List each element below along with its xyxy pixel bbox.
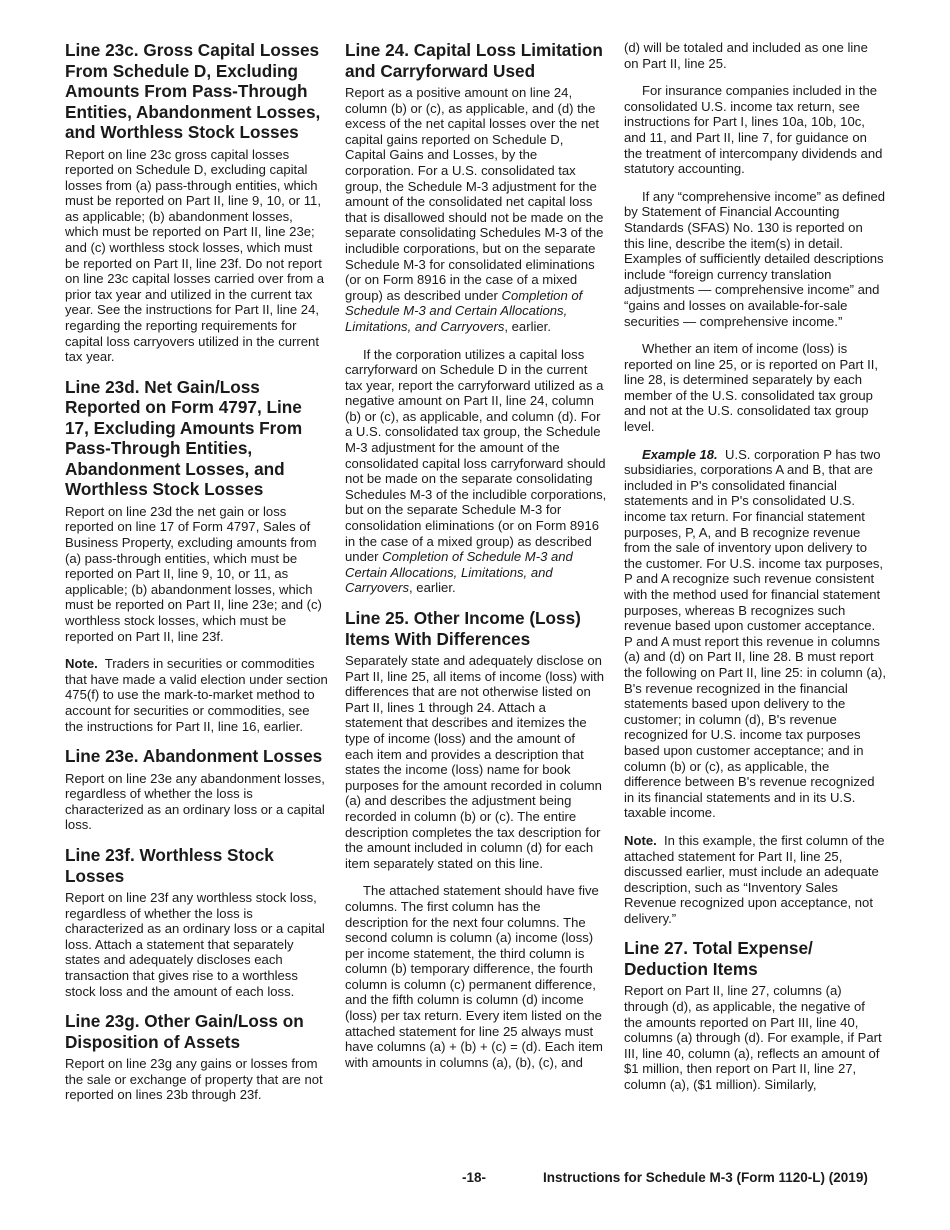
heading-line-23c: Line 23c. Gross Capital Losses From Schedule D, Excluding Amounts From Pass-Through Entities, Abandonment Losses, and Worthless Stock Losses [65, 40, 321, 142]
paragraph-text: If the corporation utilizes a capital loss carryforward on Schedule D in the current tax year, report the carryforward utilized as a negative amount on Part II, line 24, column (b) or (c), as applicable, and column (d). For a U.S. consolidated tax group, the Schedule M-3 adjustment for the amount of the consolidated capital loss carryforward should not be made on the separate consolidating Schedules M-3 of the includible corporations, but on the separate Schedule M-3 for consolidation eliminations (or on Form 8916 in the case of a mixed group) as described under [345, 346, 607, 565]
note-traders [65, 656, 329, 734]
paragraph-insurance: For insurance companies included in the consolidated U.S. income tax return, see instructions for Part I, lines 10a, 10b, 10c, and 11, and Part II, line 7, for guidance on the treatment of intercompany dividends and statutory accounting. [624, 83, 883, 177]
document-title: Instructions for Schedule M-3 (Form 1120-L) (2019) [543, 1170, 868, 1185]
note-label: Note. [624, 832, 657, 848]
paragraph-line-24-a [345, 85, 607, 335]
paragraph-line-23c: Report on line 23c gross capital losses reported on Schedule D, excluding capital losses from (a) pass-through entities, which must be reported on Part II, line 9, 10, or 11, as applicable; (b) abandonment losses, which must be reported on Part II, line 23e; and (c) worthless stock losses, which must be reported on Part II, line 23f. Do not report on line 23c capital losses carried over from a prior tax year and utilized in the current tax year. See the instructions for Part II, line 24, regarding the reporting requirements for capital loss carryovers utilized in the current tax year. [65, 146, 325, 365]
paragraph-line-25-a: Separately state and adequately disclose on Part II, line 25, all items of income (loss) with differences that are not otherwise listed on Part II, lines 1 through 24. Attach a statement that describes and itemizes the type of income (loss) and the amount of each item and provides a description that states the income (loss) name for book purposes for the amount recorded in column (a) and describes the adjustment being recorded in column (b) or (c). The entire description completes the tax description for the amount included in column (d) for each item separately stated on this line. [345, 653, 605, 871]
note-text: Traders in securities or commodities that have made a valid election under section 475(f) to use the mark-to-market method to account for securities or commodities, see the instructions for Part II, line 16, earlier. [65, 656, 328, 734]
paragraph-line-25-b: The attached statement should have five columns. The first column has the description for the next four columns. The second column is column (a) income (loss) per income statement, the third column is column (b) temporary difference, the fourth column is column (c) permanent difference, and the fifth column is column (d) income (loss) per tax return. Every item listed on the attached statement for line 25 always must have columns (a) + (b) + (c) = (d). Each item with amounts in columns (a), (b), (c), and [345, 883, 603, 1070]
paragraph-whether: Whether an item of income (loss) is reported on line 25, or is reported on Part II, line 28, is determined separately by each member of the U.S. consolidated tax group and not at the U.S. consolidated tax group level. [624, 341, 879, 435]
heading-line-23f: Line 23f. Worthless Stock Losses [65, 845, 274, 886]
heading-line-25: Line 25. Other Income (Loss) Items With Differences [345, 608, 581, 649]
example-label: Example 18. [642, 446, 718, 462]
paragraph-line-24-b [345, 347, 607, 597]
note-example [624, 833, 886, 927]
paragraph-comprehensive-income: If any “comprehensive income” as defined by Statement of Financial Accounting Standards (SFAS) No. 130 is reported on this line, describe the item(s) in detail. Examples of sufficiently detailed descriptions include “foreign currency translation adjustments — comprehensive income” and “gains and losses on available-for-sale securities — comprehensive income.” [624, 188, 886, 329]
paragraph-end: , earlier. [504, 318, 551, 334]
paragraph-line-23d: Report on line 23d the net gain or loss reported on line 17 of Form 4797, Sales of Business Property, excluding amounts from (a) pass-through entities, which must be reported on Part II, line 9, 10, or 11, as applicable; (b) abandonment losses, which must be reported on Part II, line 23e; and (c) worthless stock losses, which must be reported on Part II, line 23f. [65, 503, 322, 644]
heading-line-27: Line 27. Total Expense/ Deduction Items [624, 938, 813, 979]
heading-line-23e: Line 23e. Abandonment Losses [65, 746, 323, 767]
column-1 [65, 40, 329, 1115]
example-text: U.S. corporation P has two subsidiaries, corporations A and B, that are included in P's consolidated financial statements and in P's consolidated U.S. income tax return. For financial statement purposes, P, A, and B recognize revenue from the sale of inventory upon delivery to the customer. For U.S. income tax purposes, P and A recognize such revenue consistent with the method used for financial statement purposes, whereas B recognizes such revenue based upon customer acceptance. P and A must report this revenue in columns (a) and (d) on Part II, line 28. B must report the following on Part II, line 25: in column (a), B's revenue recognized in the financial statements based upon delivery to the customer; in column (d), B's revenue recognized for U.S. income tax purposes based upon customer acceptance; and in column (b) or (c), as applicable, the difference between B's revenue recognized in its financial statements and in its U.S. taxable income. [624, 446, 887, 821]
heading-line-24: Line 24. Capital Loss Limitation and Carryforward Used [345, 40, 603, 81]
cross-reference: Completion of Schedule M-3 and Certain Allocations, Limitations, and Carryovers [345, 287, 583, 334]
paragraph-example-18 [624, 447, 886, 821]
paragraph-line-23e: Report on line 23e any abandonment losses, regardless of whether the loss is characterized as an ordinary loss or a capital loss. [65, 770, 325, 833]
paragraph-continued: (d) will be totaled and included as one line on Part II, line 25. [624, 40, 868, 71]
paragraph-end: , earlier. [409, 580, 456, 596]
column-3 [624, 40, 886, 1105]
note-text: In this example, the first column of the attached statement for Part II, line 25, discussed earlier, must include an adequate description, such as “Inventory Sales Revenue recognized upon acceptance, not delivery.” [624, 832, 885, 926]
note-label: Note. [65, 656, 98, 672]
column-2 [345, 40, 607, 1082]
cross-reference: Completion of Schedule M-3 and Certain Allocations, Limitations, and Carryovers [345, 549, 573, 596]
paragraph-text: Report as a positive amount on line 24, column (b) or (c), as applicable, and (d) the excess of the net capital losses over the net capital gains reported on Schedule D, Capital Gains and Losses, by the corporation. For a U.S. consolidated tax group, the Schedule M-3 adjustment for the amount of the consolidated net capital loss that is disallowed should not be made on the separate consolidating Schedules M-3 of the includible corporations, but on the separate Schedule M-3 for consolidated eliminations (or on Form 8916 in the case of a mixed group) as described under [345, 85, 604, 303]
heading-line-23d: Line 23d. Net Gain/Loss Reported on Form 4797, Line 17, Excluding Amounts From Pass-Through Entities, Abandonment Losses, and Worthless Stock Losses [65, 376, 303, 500]
paragraph-line-27: Report on Part II, line 27, columns (a) through (d), as applicable, the negative of the amounts reported on Part III, line 40, columns (a) through (d). For example, if Part III, line 40, column (a), reflects an amount of $1 million, then report on Part II, line 27, column (a), ($1 million). Similarly, [624, 983, 882, 1093]
paragraph-line-23g: Report on line 23g any gains or losses from the sale or exchange of property that are not reported on lines 23b through 23f. [65, 1056, 323, 1103]
heading-line-23g: Line 23g. Other Gain/Loss on Disposition of Assets [65, 1011, 304, 1052]
page-number: -18- [462, 1170, 487, 1185]
paragraph-line-23f: Report on line 23f any worthless stock loss, regardless of whether the loss is characterized as an ordinary loss or a capital loss. Attach a statement that separately states and adequately discloses each transaction that gives rise to a worthless stock loss and the amount of each loss. [65, 890, 325, 999]
